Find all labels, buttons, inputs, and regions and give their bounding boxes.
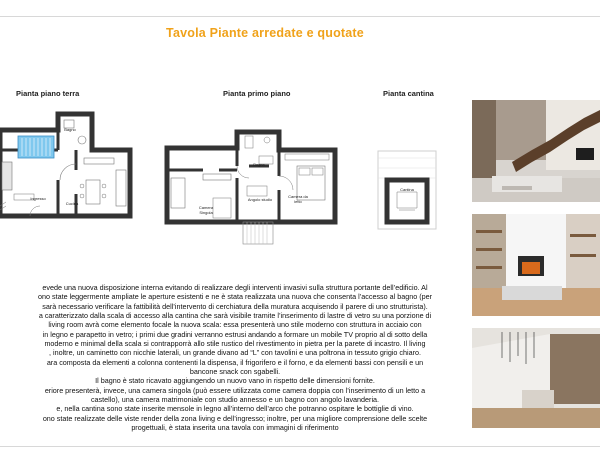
description-line: eriore presenterà, invece, una camera singola (può essere utilizzata come camera doppia con l’inserimento di un letto a [44, 385, 426, 395]
description-line: moderno e minimal della scala si contrapporrà allo stile rustico del rivestimento in pietra per la parete di incastro. Il living [44, 339, 426, 349]
description-line: , inoltre, un caminetto con nicchie laterali, un grande divano ad “L” con tavolini e una poltrona in tessuto grigio chiaro. [49, 348, 421, 358]
description-line: e, nella cantina sono state inserite mensole in legno all’interno dell’arco che potranno ospitare le bottiglie di vino. [56, 404, 414, 414]
first-floor-label: Pianta primo piano [223, 89, 291, 98]
render-entrance [472, 328, 600, 428]
room-kitchen: Cucina [65, 201, 79, 206]
description-line: sarà necessario verificare la fattibilità dell’intervento di cerchiatura della muratura acquisendo il parere di uno strutturista). [42, 301, 428, 311]
description-line: bancone snack con sgabelli. [189, 367, 281, 377]
description-line: progettuali, è stata inserita una tavola con immagini di riferimento [131, 423, 339, 433]
render-living-stairs [472, 100, 600, 202]
ground-floor-label: Pianta piano terra [16, 89, 80, 98]
description-line: a caratterizzato dalla scala di accesso alla cantina che sarà visibile tramite l’inserimento di lastre di vetro su una porzione di [38, 311, 432, 321]
top-rule [0, 16, 600, 17]
description-line: castello), una camera matrimoniale con studio annesso e un bagno con angolo lavanderia. [90, 395, 380, 405]
cellar-label: Pianta cantina [383, 89, 434, 98]
description-line: ono state realizzate delle viste render della zona living e dell’ingresso; inoltre, per una migliore comprensione delle scelte [42, 413, 428, 423]
room-bath-first: Bagno [253, 162, 265, 167]
room-study: Angolo studio [247, 197, 273, 202]
description-line: Il bagno è stato ricavato aggiungendo un nuovo vano in rispetto delle dimensioni fornite. [95, 376, 375, 386]
bottom-rule [0, 446, 600, 447]
render-living-fireplace [472, 214, 600, 316]
project-description [0, 283, 470, 433]
first-floor-plan [163, 118, 343, 248]
room-bedroom: Camera da letto [288, 194, 308, 204]
room-cellar: Cantina [400, 187, 414, 192]
description-line: living room avrà come elemento focale la nuova scala: essa presenterà uno stile moderno con struttura in acciaio con [48, 320, 422, 330]
description-line: evede una nuova disposizione interna evitando di realizzare degli interventi invasivi sulla struttura portante dell’edificio. Al [42, 283, 428, 292]
description-line: ono state leggermente ampliate le aperture esistenti e ne è stata realizzata una nuova che consenta l’accesso al bagno (per [38, 292, 432, 302]
description-line: ara composta da elementi a colonna contenenti la dispensa, il frigorifero e il forno, e da elementi bassi con pensili e un [46, 357, 424, 367]
sheet-title: Tavola Piante arredate e quotate [166, 26, 364, 40]
room-single: Camera Singola [198, 205, 214, 215]
description-line: in legno e parapetto in vetro; i primi due gradini verranno estrusi andando a formare un mobile TV proprio al di sotto della [42, 329, 428, 339]
room-bath-ground: Bagno [64, 127, 76, 132]
room-entrance: Ingresso [30, 196, 46, 201]
